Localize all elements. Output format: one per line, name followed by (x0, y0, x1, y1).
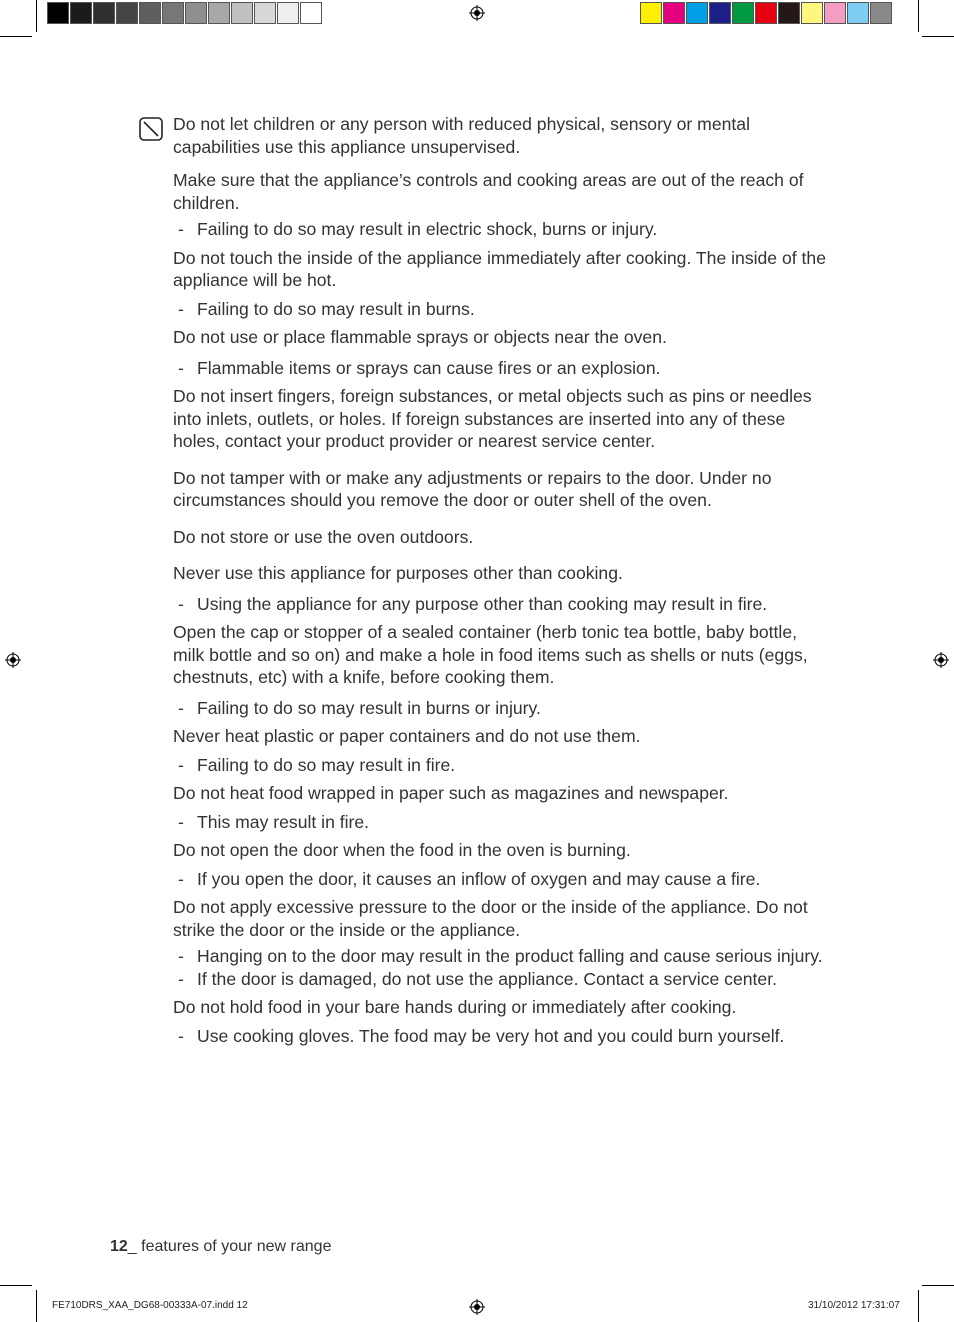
bullet-item (173, 754, 833, 777)
item-text: Do not let children or any person with reduced physical, sensory or mental capabilities use this appliance unsupervised. (173, 114, 750, 157)
print-slug-filename: FE710DRS_XAA_DG68-00333A-07.indd 12 (52, 1300, 248, 1311)
item-text: Never heat plastic or paper containers and do not use them. (173, 726, 641, 746)
section-title: _ features of your new range (127, 1238, 332, 1255)
item-text: Do not heat food wrapped in paper such as magazines and newspaper. (173, 783, 729, 803)
instruction-paragraph (173, 562, 833, 585)
color-swatch (139, 2, 161, 24)
bullet-dash: - (178, 697, 184, 718)
item-text: Do not open the door when the food in the oven is burning. (173, 840, 631, 860)
item-text: Failing to do so may result in burns or injury. (197, 697, 541, 718)
bullet-item (173, 1025, 833, 1048)
bullet-item (173, 968, 833, 991)
color-swatch (870, 2, 892, 24)
crop-mark (922, 1285, 954, 1286)
color-swatch (663, 2, 685, 24)
item-text: Failing to do so may result in burns. (197, 298, 475, 319)
item-text: Using the appliance for any purpose other than cooking may result in fire. (197, 593, 768, 614)
prohibition-icon (139, 117, 163, 141)
instruction-paragraph (173, 385, 833, 453)
instruction-paragraph (173, 467, 833, 512)
safety-instructions (173, 113, 833, 1047)
item-text: Never use this appliance for purposes other than cooking. (173, 563, 623, 583)
registration-mark-icon (933, 652, 949, 668)
item-text: Hanging on to the door may result in the product falling and cause serious injury. (197, 946, 823, 966)
item-text: This may result in fire. (197, 811, 370, 832)
instruction-paragraph (173, 247, 833, 292)
bullet-item (173, 593, 833, 616)
crop-mark (918, 1290, 919, 1322)
color-swatch (755, 2, 777, 24)
bullet-item (173, 298, 833, 321)
crop-mark (922, 36, 954, 37)
instruction-paragraph (173, 113, 833, 158)
crop-mark (36, 1290, 37, 1322)
color-swatch (208, 2, 230, 24)
bullet-item (173, 357, 833, 380)
bullet-item (173, 868, 833, 891)
item-text: Failing to do so may result in electric shock, burns or injury. (197, 219, 658, 239)
registration-mark-icon (5, 652, 21, 668)
color-swatch (847, 2, 869, 24)
bullet-dash: - (178, 219, 184, 239)
color-swatch (732, 2, 754, 24)
color-swatch (300, 2, 322, 24)
crop-mark (0, 36, 32, 37)
bullet-item (173, 218, 833, 241)
color-swatch (116, 2, 138, 24)
instruction-paragraph (173, 839, 833, 862)
instruction-paragraph (173, 326, 833, 349)
bullet-dash: - (178, 968, 184, 989)
color-swatch (254, 2, 276, 24)
print-slug-datetime: 31/10/2012 17:31:07 (808, 1300, 900, 1311)
item-text: If the door is damaged, do not use the appliance. Contact a service center. (197, 968, 777, 989)
crop-mark (36, 0, 37, 32)
color-swatch (801, 2, 823, 24)
item-text: Do not hold food in your bare hands during or immediately after cooking. (173, 997, 737, 1017)
bullet-dash: - (178, 868, 184, 889)
bullet-dash: - (178, 1025, 184, 1046)
grayscale-calibration-bar (47, 2, 323, 24)
instruction-paragraph (173, 996, 833, 1019)
registration-mark-icon (469, 5, 485, 21)
color-swatch (231, 2, 253, 24)
color-swatch (824, 2, 846, 24)
bullet-item (173, 945, 833, 968)
color-swatch (70, 2, 92, 24)
item-text: Do not tamper with or make any adjustments or repairs to the door. Under no circumstances should you remove the door or outer shell of the oven. (173, 467, 772, 510)
crop-mark (0, 1285, 32, 1286)
registration-mark-icon (469, 1299, 485, 1315)
instruction-paragraph (173, 896, 833, 941)
crop-mark (918, 0, 919, 32)
instruction-paragraph (173, 782, 833, 805)
color-swatch (709, 2, 731, 24)
bullet-item (173, 811, 833, 834)
bullet-dash: - (178, 298, 184, 319)
bullet-item (173, 697, 833, 720)
color-swatch (277, 2, 299, 24)
instruction-paragraph (173, 621, 833, 689)
item-text: Do not insert fingers, foreign substances, or metal objects such as pins or needles into inlets, outlets, or holes. If foreign substances are inserted into any of these holes, contact your product provider or nearest service center. (173, 386, 812, 451)
color-swatch (162, 2, 184, 24)
page-number: 12 (110, 1238, 128, 1255)
bullet-dash: - (178, 754, 184, 775)
item-text: Failing to do so may result in fire. (197, 754, 456, 775)
bullet-dash: - (178, 811, 184, 832)
instruction-paragraph (173, 526, 833, 549)
item-text: Do not use or place flammable sprays or objects near the oven. (173, 327, 667, 347)
color-swatch (47, 2, 69, 24)
color-swatch (185, 2, 207, 24)
item-text: If you open the door, it causes an inflow of oxygen and may cause a fire. (197, 868, 761, 889)
bullet-dash: - (178, 593, 184, 614)
item-text: Do not touch the inside of the appliance immediately after cooking. The inside of the appliance will be hot. (173, 247, 826, 290)
page-footer (110, 1238, 331, 1256)
bullet-dash: - (178, 946, 184, 966)
bullet-dash: - (178, 357, 184, 378)
instruction-paragraph (173, 169, 833, 214)
item-text: Make sure that the appliance’s controls and cooking areas are out of the reach of children. (173, 170, 804, 213)
color-swatch (93, 2, 115, 24)
item-text: Flammable items or sprays can cause fires or an explosion. (197, 357, 661, 378)
item-text: Do not apply excessive pressure to the door or the inside of the appliance. Do not strike the door or the inside or the appliance. (173, 897, 808, 940)
color-swatch (778, 2, 800, 24)
item-text: Do not store or use the oven outdoors. (173, 526, 474, 547)
color-swatch (640, 2, 662, 24)
color-swatch (686, 2, 708, 24)
instruction-paragraph (173, 725, 833, 748)
item-text: Use cooking gloves. The food may be very hot and you could burn yourself. (197, 1025, 785, 1046)
color-calibration-bar (640, 2, 893, 24)
item-text: Open the cap or stopper of a sealed container (herb tonic tea bottle, baby bottle, milk bottle and so on) and make a hole in food items such as shells or nuts (eggs, chestnuts, etc) with a knife, before cooking them. (173, 622, 808, 687)
